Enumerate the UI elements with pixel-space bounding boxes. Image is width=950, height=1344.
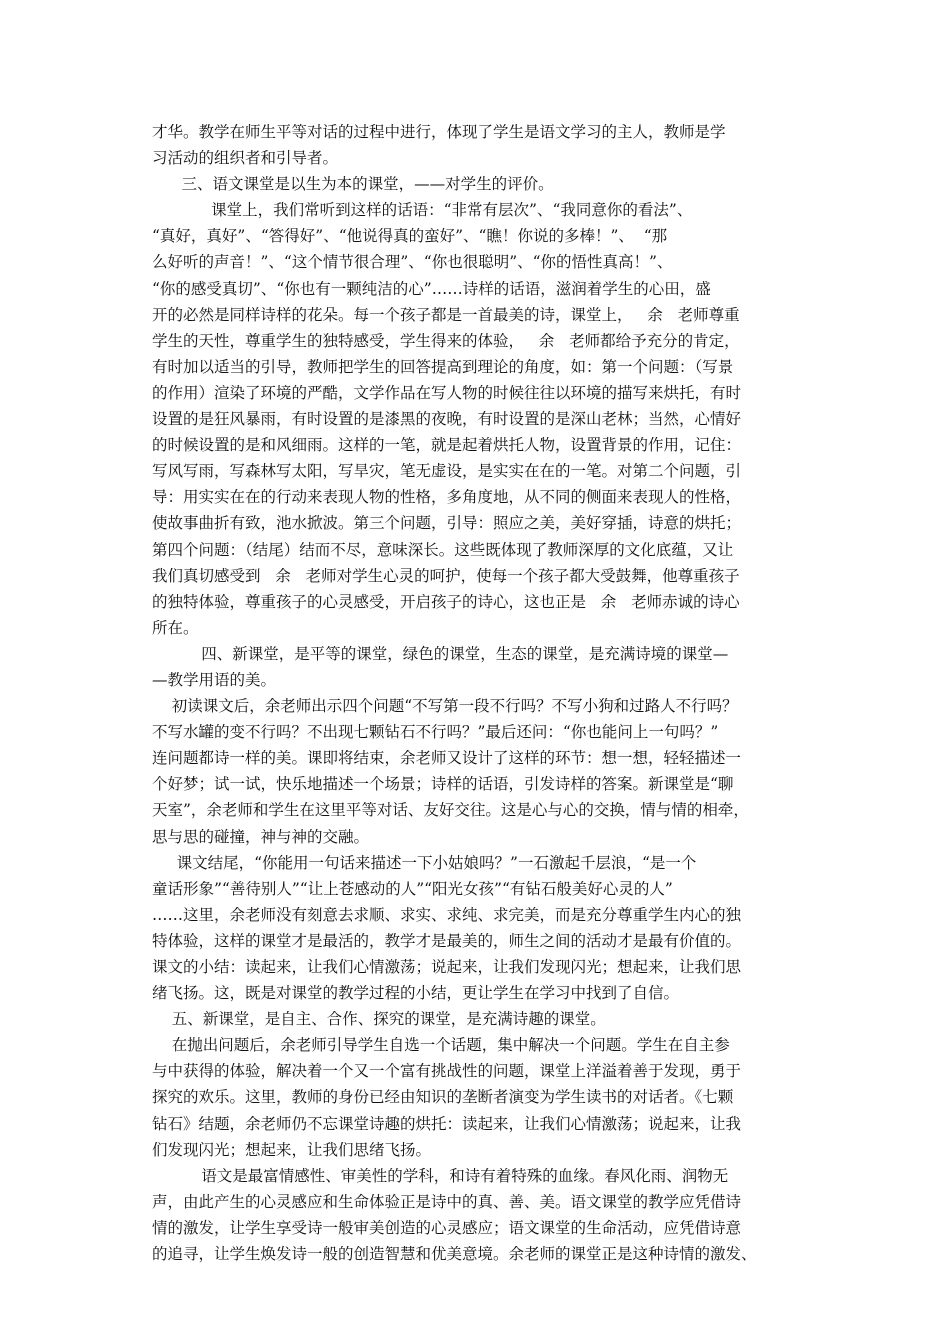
text-line: 童话形象”“善待别人”“让上苍感动的人”“阳光女孩”“有钻石般美好心灵的人” [152, 879, 673, 898]
text-line: 初读课文后，余老师出示四个问题“不写第一段不行吗？不写小狗和过路人不行吗？ [152, 697, 738, 716]
text-line: ……这里，余老师没有刻意去求顺、求实、求纯、求完美，而是充分尊重学生内心的独 [152, 905, 742, 924]
section-heading-5 [152, 1006, 812, 1032]
text-line: 探究的欢乐。这里，教师的身份已经由知识的垄断者演变为学生读书的对话者。《七颗 [152, 1088, 734, 1107]
text-line: 课文的小结：读起来，让我们心情激荡；说起来，让我们发现闪光；想起来，让我们思 [152, 958, 742, 976]
text-line: 连问题都诗一样的美。课即将结束，余老师又设计了这样的环节：想一想，轻轻描述一 [152, 749, 742, 768]
paragraph-p1 [152, 119, 812, 171]
text-line: 天室”，余老师和学生在这里平等对话、友好交往。这是心与心的交换，情与情的相牵， [152, 801, 749, 820]
text-line: 语文是最富情感性、审美性的学科，和诗有着特殊的血缘。春风化雨、润物无 [152, 1166, 729, 1185]
text-line: 课堂上，我们常听到这样的话语：“非常有层次”、“我同意你的看法”、 [152, 201, 693, 220]
paragraph-p5 [152, 693, 812, 850]
text-line: “真好，真好”、“答得好”、“他说得真的蛮好”、“瞧！你说的多棒！”、 “那 [152, 227, 668, 246]
text-line: 个好梦；试一试，快乐地描述一个场景；诗样的话语，引发诗样的答案。新课堂是“聊 [152, 775, 734, 794]
text-line: 写风写雨，写森林写太阳，写旱灾，笔无虚设，是实实在在的一笔。对第二个问题，引 [152, 462, 742, 481]
text-line: 所在。 [152, 618, 199, 637]
text-line: 的追寻，让学生焕发诗一般的创造智慧和优美意境。余老师的课堂正是这种诗情的激发、 [152, 1245, 757, 1264]
text-line: 的作用）渲染了环境的严酷，文学作品在写人物的时候往往以环境的描写来烘托，有时 [152, 383, 742, 402]
text-line: —教学用语的美。 [152, 670, 277, 689]
text-line: 在抛出问题后，余老师引导学生自选一个话题，集中解决一个问题。学生在自主参 [152, 1036, 730, 1055]
paragraph-p9 [152, 1163, 812, 1267]
text-line: 四、新课堂，是平等的课堂，绿色的课堂，生态的课堂，是充满诗境的课堂— [152, 644, 729, 663]
text-line: 的时候设置的是和风细雨。这样的一笔，就是起着烘托人物，设置背景的作用，记住： [152, 436, 742, 455]
text-line: 们发现闪光；想起来，让我们思绪飞扬。 [152, 1140, 432, 1159]
text-line: 开的必然是同样诗样的花朵。每一个孩子都是一首最美的诗，课堂上， 余 老师尊重 [152, 305, 740, 324]
text-line: 绪飞扬。这，既是对课堂的教学过程的小结，更让学生在学习中找到了自信。 [152, 984, 680, 1003]
text-line: 声，由此产生的心灵感应和生命体验正是诗中的真、善、美。语文课堂的教学应凭借诗 [152, 1192, 742, 1211]
text-line: 五、新课堂，是自主、合作、探究的课堂，是充满诗趣的课堂。 [152, 1010, 606, 1029]
paragraph-p3 [152, 197, 812, 641]
section-heading-4 [152, 641, 812, 693]
text-line: 钻石》结题，余老师仍不忘课堂诗趣的烘托：读起来，让我们心情激荡；说起来，让我 [152, 1114, 742, 1133]
text-line: 习活动的组织者和引导者。 [152, 149, 339, 168]
section-heading-3 [152, 171, 812, 197]
text-line: 思与思的碰撞，神与神的交融。 [152, 827, 370, 846]
text-line: 不写水罐的变不行吗？不出现七颗钻石不行吗？”最后还问：“你也能问上一句吗？” [152, 723, 719, 742]
text-line: 特体验，这样的课堂才是最活的，教学才是最美的，师生之间的活动才是最有价值的。 [152, 931, 742, 950]
text-line: 么好听的声音！”、“这个情节很合理”、“你也很聪明”、“你的悟性真高！”、 [152, 253, 673, 272]
text-line: 的独特体验，尊重孩子的心灵感受，开启孩子的诗心，这也正是 余 老师赤诚的诗心 [152, 592, 740, 611]
text-line: 第四个问题：（结尾）结而不尽，意味深长。这些既体现了教师深厚的文化底蕴，又让 [152, 540, 734, 559]
text-line: 才华。教学在师生平等对话的过程中进行，体现了学生是语文学习的主人，教师是学 [152, 123, 726, 141]
text-line: 导：用实实在在的行动来表现人物的性格，多角度地，从不同的侧面来表现人的性格， [152, 488, 742, 507]
text-line: 有时加以适当的引导，教师把学生的回答提高到理论的角度，如：第一个问题：（写景 [152, 357, 734, 376]
text-line: 三、语文课堂是以生为本的课堂，——对学生的评价。 [152, 175, 554, 194]
text-line: “你的感受真切”、“你也有一颗纯洁的心”……诗样的话语，滋润着学生的心田，盛 [152, 279, 711, 298]
text-line: 与中获得的体验，解决着一个又一个富有挑战性的问题，课堂上洋溢着善于发现，勇于 [152, 1062, 742, 1081]
paragraph-p8 [152, 1032, 812, 1162]
text-line: 我们真切感受到 余 老师对学生心灵的呵护，使每一个孩子都大受鼓舞，他尊重孩子 [152, 566, 740, 585]
document-page [152, 119, 812, 1267]
text-line: 使故事曲折有致，池水掀波。第三个问题，引导：照应之美，美好穿插，诗意的烘托； [152, 514, 742, 533]
text-line: 设置的是狂风暴雨，有时设置的是漆黑的夜晚，有时设置的是深山老林；当然，心情好 [152, 410, 742, 429]
text-line: 课文结尾，“你能用一句话来描述一下小姑娘吗？”一石激起千层浪，“是一个 [152, 853, 697, 872]
paragraph-p6 [152, 850, 812, 1007]
text-line: 学生的天性，尊重学生的独特感受，学生得来的体验， 余 老师都给予充分的肯定， [152, 331, 740, 350]
text-line: 情的激发，让学生享受诗一般审美创造的心灵感应；语文课堂的生命活动，应凭借诗意 [152, 1218, 742, 1237]
